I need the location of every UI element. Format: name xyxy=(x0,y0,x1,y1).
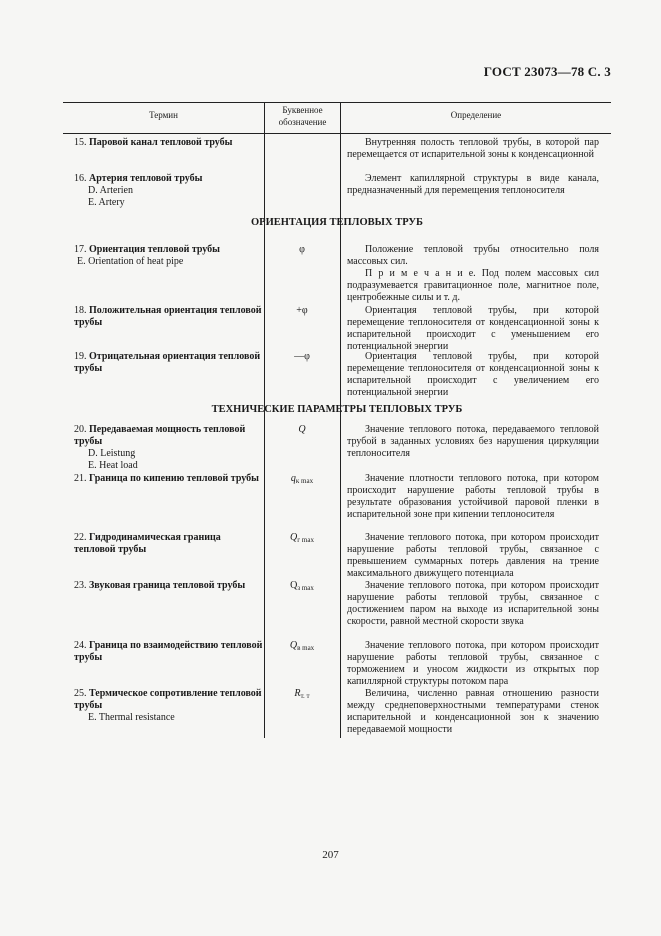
term-name: Положительная ориентация тепловой трубы xyxy=(74,305,262,328)
term-name: Гидродинамическая граница тепловой трубы xyxy=(74,532,221,555)
symbol-entry-24 xyxy=(265,640,339,654)
definition-text: Элемент капиллярной структуры в виде канала, предназначенный для перемещения теплоносителя xyxy=(347,173,599,196)
term-translation-en: E. Artery xyxy=(88,197,125,208)
term-translation-en: E. Orientation of heat pipe xyxy=(77,256,184,267)
term-number: 25. xyxy=(74,688,87,699)
table-header-rule xyxy=(63,133,611,134)
term-entry-25 xyxy=(74,688,264,724)
term-translation-en: E. Thermal resistance xyxy=(88,712,175,723)
term-entry-21 xyxy=(74,473,264,485)
term-number: 20. xyxy=(74,424,87,435)
term-number: 16. xyxy=(74,173,87,184)
term-entry-17 xyxy=(74,244,264,268)
symbol-subscript: т. т xyxy=(300,692,310,700)
definition-entry-16 xyxy=(347,173,599,197)
column-header-term: Термин xyxy=(149,110,178,120)
definition-entry-22 xyxy=(347,532,599,580)
symbol-base: R xyxy=(294,688,301,699)
column-header-symbol-line2: обозначение xyxy=(278,117,327,127)
definition-text: Значение плотности теплового потока, при котором происходит нарушение работы тепловой трубы в результате образования устойчивой паровой пленки в испарительной зоне при кипении теплоносителя xyxy=(347,473,599,520)
term-entry-23 xyxy=(74,580,264,592)
definition-entry-18 xyxy=(347,305,599,353)
symbol-entry-19: —φ xyxy=(294,351,310,362)
symbol-subscript: к max xyxy=(295,477,314,485)
table-top-rule xyxy=(63,102,611,103)
term-name: Граница по кипению тепловой трубы xyxy=(89,473,259,484)
definition-entry-25 xyxy=(347,688,599,736)
term-name: Передаваемая мощность тепловой трубы xyxy=(74,424,246,447)
column-header-symbol xyxy=(265,104,340,128)
term-number: 22. xyxy=(74,532,87,543)
definition-text: Ориентация тепловой трубы, при которой перемещение теплоносителя от конденсационной зоны к испарительной происходит с увеличением его потенциальной энергии xyxy=(347,351,599,398)
column-header-symbol-line1: Буквенное xyxy=(282,105,323,115)
term-translation-de: D. Leistung xyxy=(88,448,136,459)
term-name: Отрицательная ориентация тепловой трубы xyxy=(74,351,261,374)
term-name: Артерия тепловой трубы xyxy=(89,173,203,184)
term-name: Граница по взаимодействию тепловой трубы xyxy=(74,640,263,663)
symbol-base: Q xyxy=(289,640,298,651)
definition-text: Значение теплового потока, при котором происходит нарушение работы тепловой трубы, связанное с превышением суммарных потерь давления на трение максимального движущего потенциала xyxy=(347,532,599,579)
term-name: Ориентация тепловой трубы xyxy=(89,244,220,255)
symbol-entry-20: Q xyxy=(298,424,306,435)
definition-text: Положение тепловой трубы относительно поля массовых сил. xyxy=(347,244,599,267)
document-header: ГОСТ 23073—78 С. 3 xyxy=(483,64,611,79)
definition-entry-15 xyxy=(347,137,599,161)
term-number: 21. xyxy=(74,473,87,484)
definition-entry-21 xyxy=(347,473,599,521)
definition-text: Внутренняя полость тепловой трубы, в которой пар перемещается от испарительной зоны к конденсационной xyxy=(347,137,599,160)
column-header-definition: Определение xyxy=(450,110,502,120)
term-number: 15. xyxy=(74,137,87,148)
section-heading-orientation: ОРИЕНТАЦИЯ ТЕПЛОВЫХ ТРУБ xyxy=(250,217,423,228)
symbol-entry-18: +φ xyxy=(296,305,308,316)
term-number: 18. xyxy=(74,305,87,316)
symbol-base: Q xyxy=(290,532,298,543)
term-name: Паровой канал тепловой трубы xyxy=(89,137,233,148)
symbol-entry-21 xyxy=(265,473,339,487)
definition-entry-17 xyxy=(347,244,599,304)
definition-entry-20 xyxy=(347,424,599,460)
symbol-entry-25 xyxy=(265,688,339,702)
symbol-subscript: з max xyxy=(297,584,314,592)
term-entry-22 xyxy=(74,532,264,556)
definition-note: П р и м е ч а н и е. Под полем массовых сил подразумевается гравитационное поле, магнитное поле, центробежные силы и т. д. xyxy=(347,268,599,303)
term-entry-19 xyxy=(74,351,264,375)
term-number: 24. xyxy=(74,640,87,651)
definition-entry-24 xyxy=(347,640,599,688)
term-entry-15 xyxy=(74,137,264,149)
symbol-base: Q xyxy=(290,580,298,591)
term-translation-en: E. Heat load xyxy=(88,460,138,471)
term-entry-16 xyxy=(74,173,264,209)
symbol-subscript: в max xyxy=(297,644,315,652)
term-name: Звуковая граница тепловой трубы xyxy=(89,580,246,591)
definition-text: Значение теплового потока, при котором происходит нарушение работы тепловой трубы, связанное с достижением паром на выходе из испарительной зоны скорости, равной местной скорости звука xyxy=(347,580,599,627)
section-heading-parameters: ТЕХНИЧЕСКИЕ ПАРАМЕТРЫ ТЕПЛОВЫХ ТРУБ xyxy=(211,404,463,415)
term-entry-20 xyxy=(74,424,264,472)
definition-text: Значение теплового потока, передаваемого тепловой трубой в заданных условиях без нарушения циркуляции теплоносителя xyxy=(347,424,599,459)
symbol-entry-17: φ xyxy=(299,244,305,255)
term-number: 17. xyxy=(74,244,87,255)
definition-text: Ориентация тепловой трубы, при которой перемещение теплоносителя от конденсационной зоны к испарительной происходит с уменьшением его потенциальной энергии xyxy=(347,305,599,352)
definition-entry-23 xyxy=(347,580,599,628)
symbol-base: q xyxy=(290,473,296,484)
page-number: 207 xyxy=(322,849,339,861)
term-entry-18 xyxy=(74,305,264,329)
term-name: Термическое сопротивление тепловой трубы xyxy=(74,688,262,711)
symbol-entry-22 xyxy=(265,532,339,546)
column-divider-2 xyxy=(340,102,341,738)
definition-entry-19 xyxy=(347,351,599,399)
symbol-entry-23 xyxy=(265,580,339,594)
definition-text: Значение теплового потока, при котором происходит нарушение работы тепловой трубы, связанное с торможением и уносом жидкости из открытых пор капиллярной структуры потоком пара xyxy=(347,640,599,687)
term-translation-de: D. Arterien xyxy=(88,185,133,196)
term-number: 19. xyxy=(74,351,87,362)
term-entry-24 xyxy=(74,640,264,664)
definition-text: Величина, численно равная отношению разности между среднеповерхностными температурами стенок испарительной и конденсационной зон к значению передаваемой мощности xyxy=(347,688,599,735)
term-number: 23. xyxy=(74,580,87,591)
symbol-subscript: г max xyxy=(297,536,314,544)
